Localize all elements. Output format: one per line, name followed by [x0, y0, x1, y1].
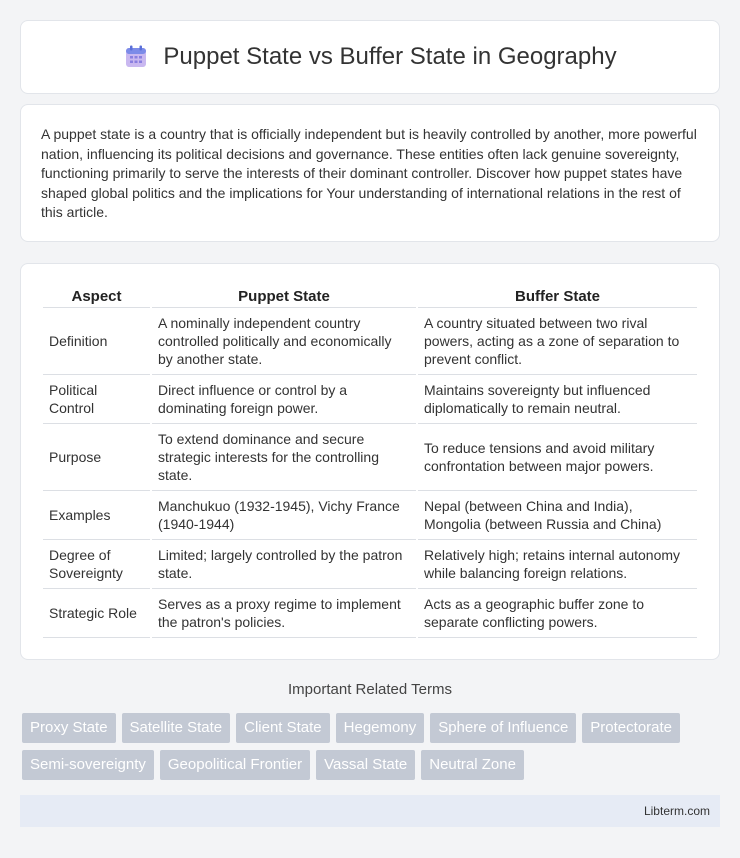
table-cell: Maintains sovereignty but influenced diplomatically to remain neutral. — [418, 375, 697, 424]
table-cell: Relatively high; retains internal autonomy while balancing foreign relations. — [418, 540, 697, 589]
table-cell: Degree of Sovereignty — [43, 540, 150, 589]
related-term-tag[interactable]: Neutral Zone — [421, 750, 524, 780]
intro-card — [20, 104, 720, 242]
table-cell: Examples — [43, 491, 150, 540]
table-cell: Definition — [43, 308, 150, 375]
table-header-row — [43, 284, 697, 308]
table-cell: Acts as a geographic buffer zone to separate conflicting powers. — [418, 589, 697, 638]
table-cell: Purpose — [43, 424, 150, 491]
table-cell: A nominally independent country controlled politically and economically by another state. — [152, 308, 416, 375]
header-card — [20, 20, 720, 94]
table-row — [43, 491, 697, 540]
related-term-tag[interactable]: Protectorate — [582, 713, 680, 743]
column-header: Aspect — [43, 284, 150, 308]
related-term-tag[interactable]: Vassal State — [316, 750, 415, 780]
related-term-tag[interactable]: Geopolitical Frontier — [160, 750, 310, 780]
comparison-table-card — [20, 263, 720, 660]
column-header: Puppet State — [152, 284, 416, 308]
related-terms-list — [22, 713, 722, 780]
related-term-tag[interactable]: Proxy State — [22, 713, 116, 743]
table-row — [43, 589, 697, 638]
table-cell: Strategic Role — [43, 589, 150, 638]
table-cell: Political Control — [43, 375, 150, 424]
related-term-tag[interactable]: Satellite State — [122, 713, 231, 743]
table-row — [43, 375, 697, 424]
table-cell: To extend dominance and secure strategic interests for the controlling state. — [152, 424, 416, 491]
table-row — [43, 540, 697, 589]
column-header: Buffer State — [418, 284, 697, 308]
related-term-tag[interactable]: Client State — [236, 713, 330, 743]
related-term-tag[interactable]: Sphere of Influence — [430, 713, 576, 743]
table-cell: Nepal (between China and India), Mongolia (between Russia and China) — [418, 491, 697, 540]
intro-text: A puppet state is a country that is officially independent but is heavily controlled by another, more powerful nation, influencing its political decisions and governance. These entities often lack genuine sovereignty, functioning primarily to serve the interests of their dominant controller. Discover how puppet states have shaped global politics and the implications for Your understanding of international relations in the rest of this article. — [41, 126, 697, 221]
related-terms-title: Important Related Terms — [288, 681, 452, 698]
footer-site-link[interactable]: Libterm.com — [643, 804, 710, 818]
table-cell: Limited; largely controlled by the patron state. — [152, 540, 416, 589]
table-cell: Manchukuo (1932-1945), Vichy France (1940-1944) — [152, 491, 416, 540]
calendar-icon — [123, 44, 149, 70]
footer — [20, 795, 720, 827]
page-title: Puppet State vs Buffer State in Geography — [163, 43, 617, 70]
comparison-table — [41, 284, 699, 638]
table-cell: Direct influence or control by a dominating foreign power. — [152, 375, 416, 424]
table-cell: A country situated between two rival powers, acting as a zone of separation to prevent conflict. — [418, 308, 697, 375]
table-cell: Serves as a proxy regime to implement the patron's policies. — [152, 589, 416, 638]
related-term-tag[interactable]: Hegemony — [336, 713, 425, 743]
table-row — [43, 308, 697, 375]
table-cell: To reduce tensions and avoid military confrontation between major powers. — [418, 424, 697, 491]
related-term-tag[interactable]: Semi-sovereignty — [22, 750, 154, 780]
table-row — [43, 424, 697, 491]
